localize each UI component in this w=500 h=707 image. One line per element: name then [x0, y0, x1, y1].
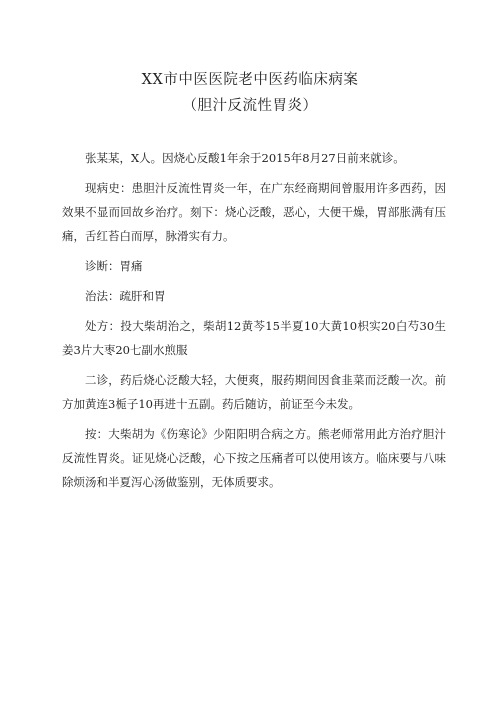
treatment-method-paragraph: 治法：疏肝和胃 — [85, 289, 166, 303]
commentary-paragraph: 按：大柴胡为《伤寒论》少阳阳明合病之方。熊老师常用此方治疗胆汁反流性胃炎。证见烧心泛酸，心下按之压痛者可以使用该方。临床要与八味除烦汤和半夏泻心汤做鉴别，无体质要求。 — [62, 427, 446, 489]
history-paragraph: 现病史：患胆汁反流性胃炎一年，在广东经商期间曾服用许多西药，因效果不显而回故乡治疗。刻下：烧心泛酸，恶心，大便干燥，胃部胀满有压痛，舌红苔白而厚，脉滑实有力。 — [62, 181, 446, 243]
patient-intro-paragraph: 张某某，X人。因烧心反酸1年余于2015年8月27日前来就诊。 — [85, 151, 405, 165]
diagnosis-paragraph: 诊断：胃痛 — [85, 259, 143, 273]
document-title: XX市中医医院老中医药临床病案 — [141, 72, 359, 88]
second-visit-paragraph: 二诊，药后烧心泛酸大轻，大便爽，服药期间因食韭菜而泛酸一次。前方加黄连3栀子10再进十五副。药后随访，前证至今未发。 — [62, 373, 446, 411]
document-subtitle: （胆汁反流性胃炎） — [182, 98, 318, 114]
prescription-paragraph: 处方：投大柴胡治之，柴胡12黄芩15半夏10大黄10枳实20白芍30生姜3片大枣20七副水煎服 — [62, 319, 446, 357]
document-body — [62, 146, 446, 500]
